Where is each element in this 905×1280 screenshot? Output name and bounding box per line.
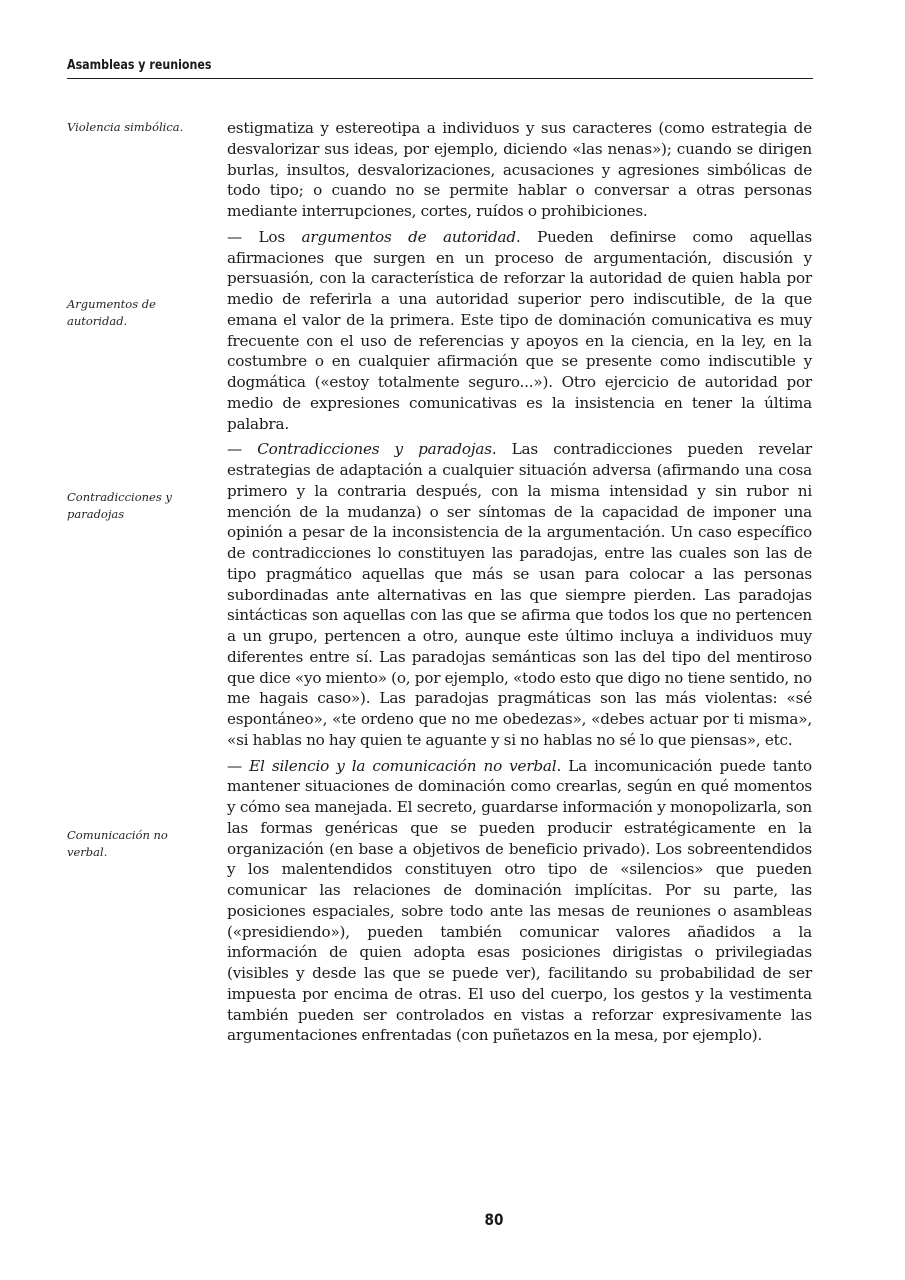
margin-note-contradicciones: Contradicciones y paradojas [67,490,172,521]
running-header [67,56,813,79]
header-title: Asambleas y reuniones [67,57,212,73]
margin-note-comunicacion: Comunicación no verbal. [67,828,168,859]
paragraph-term: argumentos de autoridad [301,227,516,246]
paragraph-argumentos [227,227,812,435]
paragraph-comunicacion [227,756,812,1047]
paragraph-term: El silencio y la comunicación no verbal [249,756,557,775]
paragraph-rest: . La incomunicación puede tanto mantener situaciones de dominación como crearlas, según en qué momentos y cómo sea manejada. El secreto, guardarse información y monopolizarla, son las formas genéricas que se pueden producir estratégicamente en la organización (en base a objetivos de beneficio privado). Los sobreentendidos y los malentendidos constituyen otro tipo de «silencios» que pueden comunicar las relaciones de dominación implícitas. Por su parte, las posiciones espaciales, sobre todo ante las mesas de reuniones o asambleas («presidiendo»), pueden también comunicar valores añadidos a la información de quien adopta esas posiciones dirigistas o privilegiadas (visibles y desde las que se puede ver), facilitando su probabilidad de ser impuesta por encima de otras. El uso del cuerpo, los gestos y la vestimenta también pueden ser controlados en vistas a reforzar expresivamente las argumentaciones enfrentadas (con puñetazos en la mesa, por ejemplo). [227,756,812,1045]
paragraph-lead: — [227,756,250,775]
margin-note-violencia: Violencia simbólica. [67,120,184,134]
paragraph-lead: — Los [227,227,302,246]
paragraph-term: Contradicciones y paradojas [257,440,492,459]
paragraph-rest: . Pueden definirse como aquellas afirmaciones que surgen en un proceso de argumentación, discusión y persuasión, con la característica de reforzar la autoridad de quien habla por medio de referirla a una autoridad superior pero indiscutible, de la que emana el valor de la primera. Este tipo de dominación comunicativa es muy frecuente con el uso de referencias y apoyos en la ciencia, en la ley, en la costumbre o en cualquier afirmación que se presente como indiscutible y dogmática («estoy totalmente seguro...»). Otro ejercicio de autoridad por medio de expresiones comunicativas es la insistencia en tener la última palabra. [227,227,812,433]
paragraph-lead: — [227,440,258,459]
main-text [227,118,812,1051]
margin-note-argumentos: Argumentos de autoridad. [67,297,156,328]
page-number: 80 [484,1210,504,1229]
paragraph-violencia: estigmatiza y estereotipa a individuos y sus caracteres (como estrategia de desvalorizar sus ideas, por ejemplo, diciendo «las nenas»); cuando se dirigen burlas, insultos, desvalorizaciones, acusaciones y agresiones simbólicas de todo tipo; o cuando no se permite hablar o conversar a otras personas mediante interrupciones, cortes, ruídos o prohibiciones. [227,119,812,220]
paragraph-rest: . Las contradicciones pueden revelar estrategias de adaptación a cualquier situación adversa (afirmando una cosa primero y la contraria después, con la misma intensidad y sin rubor ni mención de la mudanza) o ser síntomas de la capacidad de imponer una opinión a pesar de la inconsistencia de la argumentación. Un caso específico de contradicciones lo constituyen las paradojas, entre las cuales son las de tipo pragmático aquellas que más se usan para colocar a las personas subordinadas ante alternativas en las que siempre pierden. Las paradojas sintácticas son aquellas con las que se afirma que todos los que no pertencen a un grupo, pertencen a otro, aunque este último incluya a individuos muy diferentes entre sí. Las paradojas semánticas son las del tipo del mentiroso que dice «yo miento» (o, por ejemplo, «todo esto que digo no tiene sentido, no me hagais caso»). Las paradojas pragmáticas son las más violentas: «sé espontáneo», «te ordeno que no me obedezas», «debes actuar por ti misma», «si hablas no hay quien te aguante y si no hablas no sé lo que piensas», etc. [227,440,812,749]
paragraph-contradicciones [227,439,812,750]
